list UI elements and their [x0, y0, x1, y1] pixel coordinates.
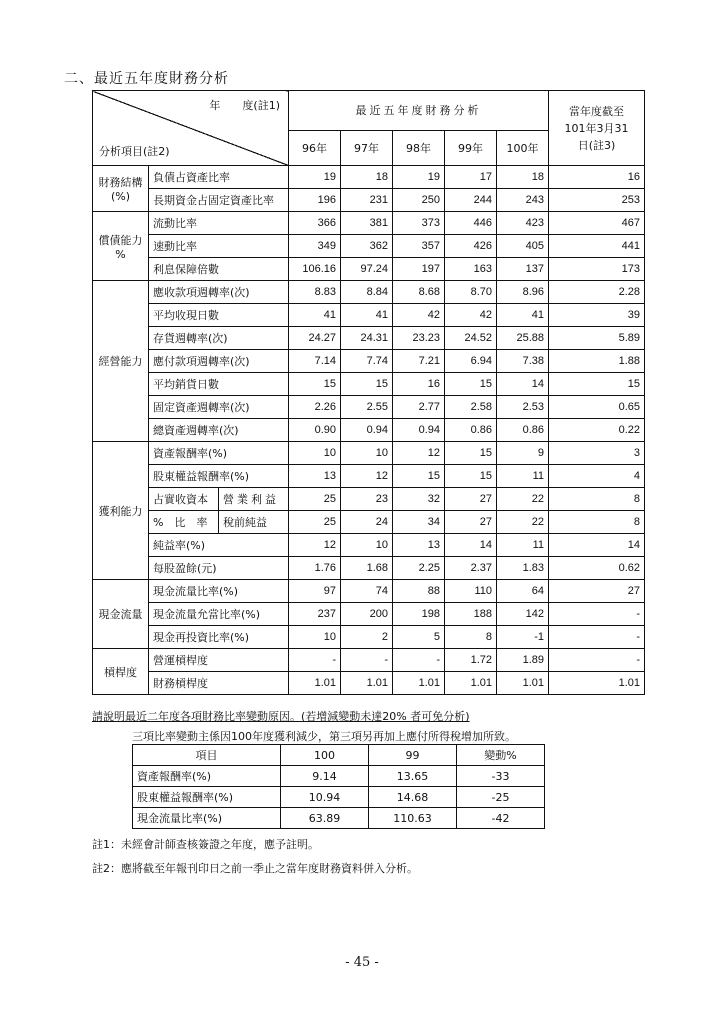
cell-current-value: 14 [549, 534, 645, 557]
column-header: 變動% [457, 745, 545, 766]
year-header: 98年 [393, 130, 445, 165]
cell-value: 18 [341, 166, 393, 189]
financial-analysis-table [92, 90, 645, 695]
cell-value: 1.01 [393, 672, 445, 695]
current-year-label-3: 日(註3) [577, 138, 616, 152]
table-row [93, 304, 645, 327]
table-row [93, 534, 645, 557]
cell-value: 16 [393, 373, 445, 396]
cell-value: 2.58 [445, 396, 497, 419]
cell-current-value: 0.62 [549, 557, 645, 580]
cell-current-value: 253 [549, 189, 645, 212]
cell-value: 42 [393, 304, 445, 327]
row-label: 速動比率 [149, 235, 289, 258]
cell-value: 188 [445, 603, 497, 626]
row-label: 長期資金占固定資產比率 [149, 189, 289, 212]
row-label: 稅前純益 [219, 511, 289, 534]
cell-current-value: 1.01 [549, 672, 645, 695]
table-row [93, 419, 645, 442]
row-label: 平均收現日數 [149, 304, 289, 327]
cell-current-value: 0.65 [549, 396, 645, 419]
table-row [93, 511, 645, 534]
cell-current-value: 8 [549, 511, 645, 534]
cell-value: 8 [445, 626, 497, 649]
reason-text: 三項比率變動主係因100年度獲利減少，第三項另再加上應付所得稅增加所致。 [132, 730, 516, 743]
five-year-header: 最近五年度財務分析 [289, 91, 549, 131]
cell-value: - [393, 649, 445, 672]
cell-value: 349 [289, 235, 341, 258]
table-row [93, 626, 645, 649]
cell-current-value: 4 [549, 465, 645, 488]
table-row [133, 766, 545, 787]
table-row [93, 442, 645, 465]
cell-value: 137 [497, 258, 549, 281]
cell-value: 27 [445, 488, 497, 511]
table-row [93, 488, 645, 511]
cell-value: 1.83 [497, 557, 549, 580]
category-label: (%) [110, 190, 131, 203]
cell-value: 14 [445, 534, 497, 557]
cell-current-value: 1.88 [549, 350, 645, 373]
cell-value: -1 [497, 626, 549, 649]
cell-value: 362 [341, 235, 393, 258]
cell-value: 8.84 [341, 281, 393, 304]
cell-value: 250 [393, 189, 445, 212]
table-row [93, 465, 645, 488]
cell-value: 7.38 [497, 350, 549, 373]
cell-value: - [341, 649, 393, 672]
cell-value: 0.94 [393, 419, 445, 442]
cell-value: 423 [497, 212, 549, 235]
cell-value: 22 [497, 488, 549, 511]
cell-value: 13 [289, 465, 341, 488]
cell-value: 41 [497, 304, 549, 327]
table-row [93, 557, 645, 580]
header-corner-cell [93, 91, 289, 166]
category-leverage: 槓桿度 [93, 649, 149, 695]
column-header: 100 [281, 745, 369, 766]
cell-value: 18 [497, 166, 549, 189]
cell-value: 142 [497, 603, 549, 626]
cell-current-value: 39 [549, 304, 645, 327]
cell-value: 23 [341, 488, 393, 511]
cell-value: 25.88 [497, 327, 549, 350]
cell-current-value: 5.89 [549, 327, 645, 350]
cell-value: 1.68 [341, 557, 393, 580]
row-label: 資產報酬率(%) [149, 442, 289, 465]
cell-value: 2.77 [393, 396, 445, 419]
cell-current-value: 2.28 [549, 281, 645, 304]
row-label: 營業利益 [219, 488, 289, 511]
cell-value: 405 [497, 235, 549, 258]
cell-value: 24 [341, 511, 393, 534]
table-row [93, 580, 645, 603]
cell-value: 8.70 [445, 281, 497, 304]
item-header-label: 分析項目(註2) [99, 145, 170, 158]
cell-value: 88 [393, 580, 445, 603]
cell-current-value: 173 [549, 258, 645, 281]
cell-value: 25 [289, 511, 341, 534]
cell-value: 0.86 [497, 419, 549, 442]
cell-value: 12 [393, 442, 445, 465]
cell-value: 2 [341, 626, 393, 649]
row-label: 財務槓桿度 [149, 672, 289, 695]
year-header: 100年 [497, 130, 549, 165]
current-year-label-2: 101年3月31 [564, 121, 629, 135]
cell-value: 1.89 [497, 649, 549, 672]
row-label: 應收款項週轉率(次) [149, 281, 289, 304]
cell-value: 19 [289, 166, 341, 189]
cell-value: 42 [445, 304, 497, 327]
cell-value: 373 [393, 212, 445, 235]
cell-value: 10 [341, 442, 393, 465]
column-header: 項目 [133, 745, 281, 766]
cell-value: 163 [445, 258, 497, 281]
section-title: 二、最近五年度財務分析 [64, 71, 229, 87]
cell-value: 41 [289, 304, 341, 327]
cell-value: 200 [341, 603, 393, 626]
cell-value: 17 [445, 166, 497, 189]
cell-value: 6.94 [445, 350, 497, 373]
cell-value: 10 [289, 442, 341, 465]
note-1: 註1：未經會計師查核簽證之年度，應予註明。 [92, 838, 319, 851]
category-solvency [93, 212, 149, 281]
year-header-label: 年 度(註1) [209, 99, 280, 112]
cell-value: 10 [289, 626, 341, 649]
cell-value: 7.74 [341, 350, 393, 373]
table-row [93, 189, 645, 212]
row-label: 利息保障倍數 [149, 258, 289, 281]
cell-value: 27 [445, 511, 497, 534]
table-row [133, 787, 545, 808]
cell-value: 9 [497, 442, 549, 465]
table-row [93, 166, 645, 189]
cell-value: 32 [393, 488, 445, 511]
cell-value: 0.86 [445, 419, 497, 442]
row-label: 營運槓桿度 [149, 649, 289, 672]
cell-current-value: 0.22 [549, 419, 645, 442]
cell-value: 2.26 [289, 396, 341, 419]
cell-value: 97.24 [341, 258, 393, 281]
cell-value: 15 [445, 442, 497, 465]
cell-value: 381 [341, 212, 393, 235]
cell-value: 1.01 [497, 672, 549, 695]
cell-value: 2.53 [497, 396, 549, 419]
cell-value: 63.89 [281, 808, 369, 829]
page-number: - 45 - [345, 955, 379, 970]
cell-value: 24.31 [341, 327, 393, 350]
cell-value: 15 [445, 465, 497, 488]
cell-label: 現金流量比率(%) [133, 808, 281, 829]
note-2: 註2：應將截至年報刊印日之前一季止之當年度財務資料併入分析。 [92, 862, 418, 875]
row-label: 固定資產週轉率(次) [149, 396, 289, 419]
cell-value: 237 [289, 603, 341, 626]
cell-current-value: - [549, 626, 645, 649]
cell-value: 110 [445, 580, 497, 603]
current-year-label-1: 當年度截至 [569, 104, 624, 118]
row-label: 存貨週轉率(次) [149, 327, 289, 350]
cell-label: 資產報酬率(%) [133, 766, 281, 787]
cell-value: 196 [289, 189, 341, 212]
year-header: 99年 [445, 130, 497, 165]
table-row [133, 808, 545, 829]
row-label: 現金再投資比率(%) [149, 626, 289, 649]
category-structure [93, 166, 149, 212]
cell-value: 15 [445, 373, 497, 396]
cell-value: 15 [289, 373, 341, 396]
cell-label: 股東權益報酬率(%) [133, 787, 281, 808]
cell-current-value: 3 [549, 442, 645, 465]
table-row [93, 373, 645, 396]
cell-value: 12 [289, 534, 341, 557]
cell-current-value: 467 [549, 212, 645, 235]
cell-value: 23.23 [393, 327, 445, 350]
cell-value: 244 [445, 189, 497, 212]
row-label: 應付款項週轉率(次) [149, 350, 289, 373]
cell-value: 13 [393, 534, 445, 557]
table-row [93, 212, 645, 235]
cell-value: 0.90 [289, 419, 341, 442]
category-cashflow: 現金流量 [93, 580, 149, 649]
cell-current-value: 27 [549, 580, 645, 603]
year-header: 96年 [289, 130, 341, 165]
table-row [93, 672, 645, 695]
table-row [93, 281, 645, 304]
cell-value: 8.96 [497, 281, 549, 304]
cell-value: 357 [393, 235, 445, 258]
cell-current-value: 8 [549, 488, 645, 511]
cell-value: 5 [393, 626, 445, 649]
cell-value: 243 [497, 189, 549, 212]
table-row [93, 649, 645, 672]
row-label: 總資產週轉率(次) [149, 419, 289, 442]
table-row [93, 603, 645, 626]
cell-value: -42 [457, 808, 545, 829]
cell-value: 12 [341, 465, 393, 488]
cell-value: 14 [497, 373, 549, 396]
row-label: 負債占資產比率 [149, 166, 289, 189]
cell-value: 198 [393, 603, 445, 626]
category-label: 償債能力 [98, 233, 143, 247]
cell-value: 15 [393, 465, 445, 488]
cell-value: 41 [341, 304, 393, 327]
cell-current-value: 16 [549, 166, 645, 189]
cell-value: 13.65 [369, 766, 457, 787]
cell-value: 366 [289, 212, 341, 235]
cell-value: 24.27 [289, 327, 341, 350]
cell-value: 110.63 [369, 808, 457, 829]
cell-value: 24.52 [445, 327, 497, 350]
cell-value: 106.16 [289, 258, 341, 281]
category-profit: 獲利能力 [93, 442, 149, 580]
row-label: 平均銷貨日數 [149, 373, 289, 396]
cell-value: 8.68 [393, 281, 445, 304]
year-header: 97年 [341, 130, 393, 165]
cell-current-value: - [549, 649, 645, 672]
cell-value: 231 [341, 189, 393, 212]
table-row [93, 350, 645, 373]
cell-value: - [289, 649, 341, 672]
cell-value: 2.37 [445, 557, 497, 580]
cell-current-value: - [549, 603, 645, 626]
cell-value: 1.01 [445, 672, 497, 695]
cell-value: 9.14 [281, 766, 369, 787]
row-label: 流動比率 [149, 212, 289, 235]
table-row [93, 235, 645, 258]
cell-value: 1.01 [341, 672, 393, 695]
cell-value: 7.21 [393, 350, 445, 373]
cell-value: 64 [497, 580, 549, 603]
cell-value: 1.01 [289, 672, 341, 695]
row-label: 純益率(%) [149, 534, 289, 557]
cell-current-value: 15 [549, 373, 645, 396]
change-table-header [133, 745, 545, 766]
cell-value: 2.25 [393, 557, 445, 580]
cell-value: 15 [341, 373, 393, 396]
current-year-header [549, 91, 645, 166]
row-label: 每股盈餘(元) [149, 557, 289, 580]
ratio-percent-label: % 比 率 [149, 511, 219, 534]
row-label: 現金流量允當比率(%) [149, 603, 289, 626]
category-label: 財務結構 [98, 176, 143, 189]
cell-value: 11 [497, 534, 549, 557]
cell-value: 11 [497, 465, 549, 488]
cell-value: 25 [289, 488, 341, 511]
cell-value: 34 [393, 511, 445, 534]
cell-value: 446 [445, 212, 497, 235]
table-row [93, 258, 645, 281]
cell-value: 14.68 [369, 787, 457, 808]
change-table [132, 744, 545, 829]
column-header: 99 [369, 745, 457, 766]
category-label: % [115, 247, 126, 261]
cell-value: 7.14 [289, 350, 341, 373]
cell-value: 0.94 [341, 419, 393, 442]
table-row [93, 396, 645, 419]
cell-value: 19 [393, 166, 445, 189]
row-label: 股東權益報酬率(%) [149, 465, 289, 488]
cell-value: -25 [457, 787, 545, 808]
paid-in-capital-label: 占實收資本 [149, 488, 219, 511]
cell-current-value: 441 [549, 235, 645, 258]
cell-value: 10 [341, 534, 393, 557]
cell-value: 74 [341, 580, 393, 603]
row-label: 現金流量比率(%) [149, 580, 289, 603]
cell-value: 8.83 [289, 281, 341, 304]
cell-value: 2.55 [341, 396, 393, 419]
cell-value: 22 [497, 511, 549, 534]
cell-value: 1.76 [289, 557, 341, 580]
cell-value: 426 [445, 235, 497, 258]
cell-value: 197 [393, 258, 445, 281]
cell-value: 1.72 [445, 649, 497, 672]
category-operating: 經營能力 [93, 281, 149, 442]
explanation-text: 請說明最近二年度各項財務比率變動原因。(若增減變動未達20% 者可免分析) [92, 710, 470, 723]
cell-value: -33 [457, 766, 545, 787]
cell-value: 97 [289, 580, 341, 603]
cell-value: 10.94 [281, 787, 369, 808]
table-row [93, 327, 645, 350]
